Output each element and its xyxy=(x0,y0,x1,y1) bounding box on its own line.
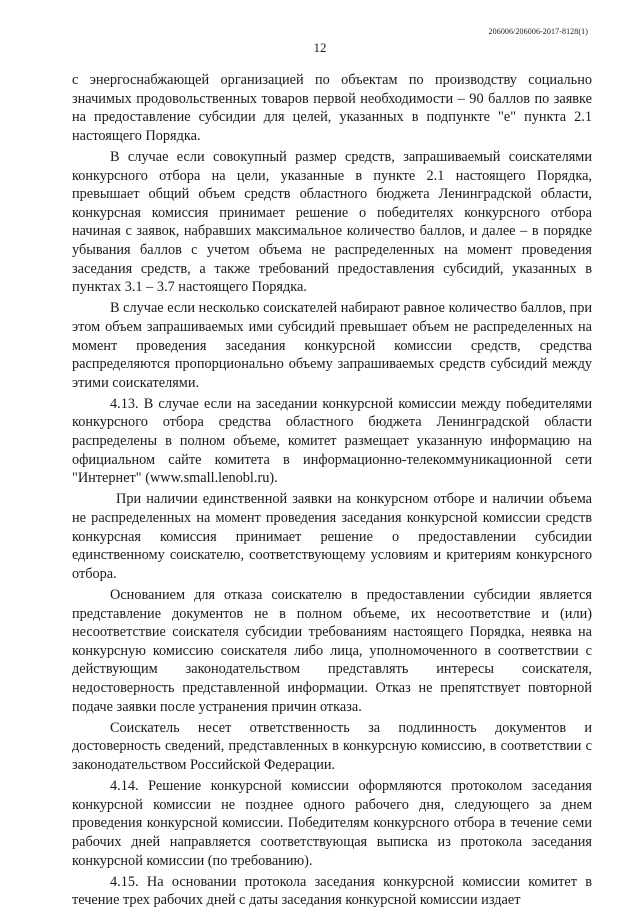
paragraph: Соискатель несет ответственность за подлинность документов и достоверность сведений, представленных в конкурсную комиссию, в соответствии с законодательством Российской Федерации. xyxy=(72,719,592,773)
document-body xyxy=(72,71,592,912)
paragraph: 4.14. Решение конкурсной комиссии оформляются протоколом заседания конкурсной комиссии не позднее одного рабочего дня, следующего за днем проведения конкурсной комиссии. Победителям конкурсного отбора в течение семи рабочих дней направляется соответствующая выписка из протокола заседания конкурсной комиссии (по требованию). xyxy=(72,778,592,869)
paragraph: 4.15. На основании протокола заседания конкурсной комиссии комитет в течение трех рабочих дней с даты заседания конкурсной комиссии издает xyxy=(72,873,592,909)
page-number: 12 xyxy=(313,40,327,55)
document-code: 206006/206006-2017-8128(1) xyxy=(488,27,588,36)
paragraph: В случае если совокупный размер средств, запрашиваемый соискателями конкурсного отбора на цели, указанные в пункте 2.1 настоящего Порядка, превышает общий объем средств областного бюджета Ленинградской области, конкурсная комиссия принимает решение о победителях конкурсного отбора начиная с заявок, набравших максимальное количество баллов, и далее – в порядке убывания баллов с учетом объема не распределенных на момент проведения заседания средств, а также требований предоставления субсидий, указанных в пунктах 3.1 – 3.7 настоящего Порядка. xyxy=(72,148,592,296)
paragraph: 4.13. В случае если на заседании конкурсной комиссии между победителями конкурсного отбора средства областного бюджета Ленинградской области распределены в полном объеме, комитет размещает указанную информацию на официальном сайте комитета в информационно-телекоммуникационной сети "Интернет" (www.small.lenobl.ru). xyxy=(72,395,592,487)
paragraph: с энергоснабжающей организацией по объектам по производству социально значимых продовольственных товаров первой необходимости – 90 баллов по заявке на предоставление субсидии для целей, указанных в подпункте "е" пункта 2.1 настоящего Порядка. xyxy=(72,72,592,144)
paragraph: Основанием для отказа соискателю в предоставлении субсидии является представление документов не в полном объеме, их несоответствие и (или) несоответствие соискателя субсидии требованиям настоящего Порядка, неявка на конкурсную комиссию соискателя либо лица, уполномоченного в соответствии с действующим законодательством представлять интересы соискателя, недостоверность представленной информации. Отказ не препятствует повторной подаче заявки после устранения причин отказа. xyxy=(72,587,592,715)
paragraph: При наличии единственной заявки на конкурсном отборе и наличии объема не распределенных на момент проведения заседания конкурсной комиссии средств конкурсная комиссия принимает решение о предоставлении субсидии единственному соискателю, соответствующему условиям и критериям конкурсного отбора. xyxy=(72,491,592,582)
paragraph: В случае если несколько соискателей набирают равное количество баллов, при этом объем запрашиваемых ими субсидий превышает объем не распределенных на момент проведения заседания конкурсной комиссии средств, средства распределяются пропорционально объему запрашиваемых средств субсидий между этими соискателями. xyxy=(72,300,592,391)
